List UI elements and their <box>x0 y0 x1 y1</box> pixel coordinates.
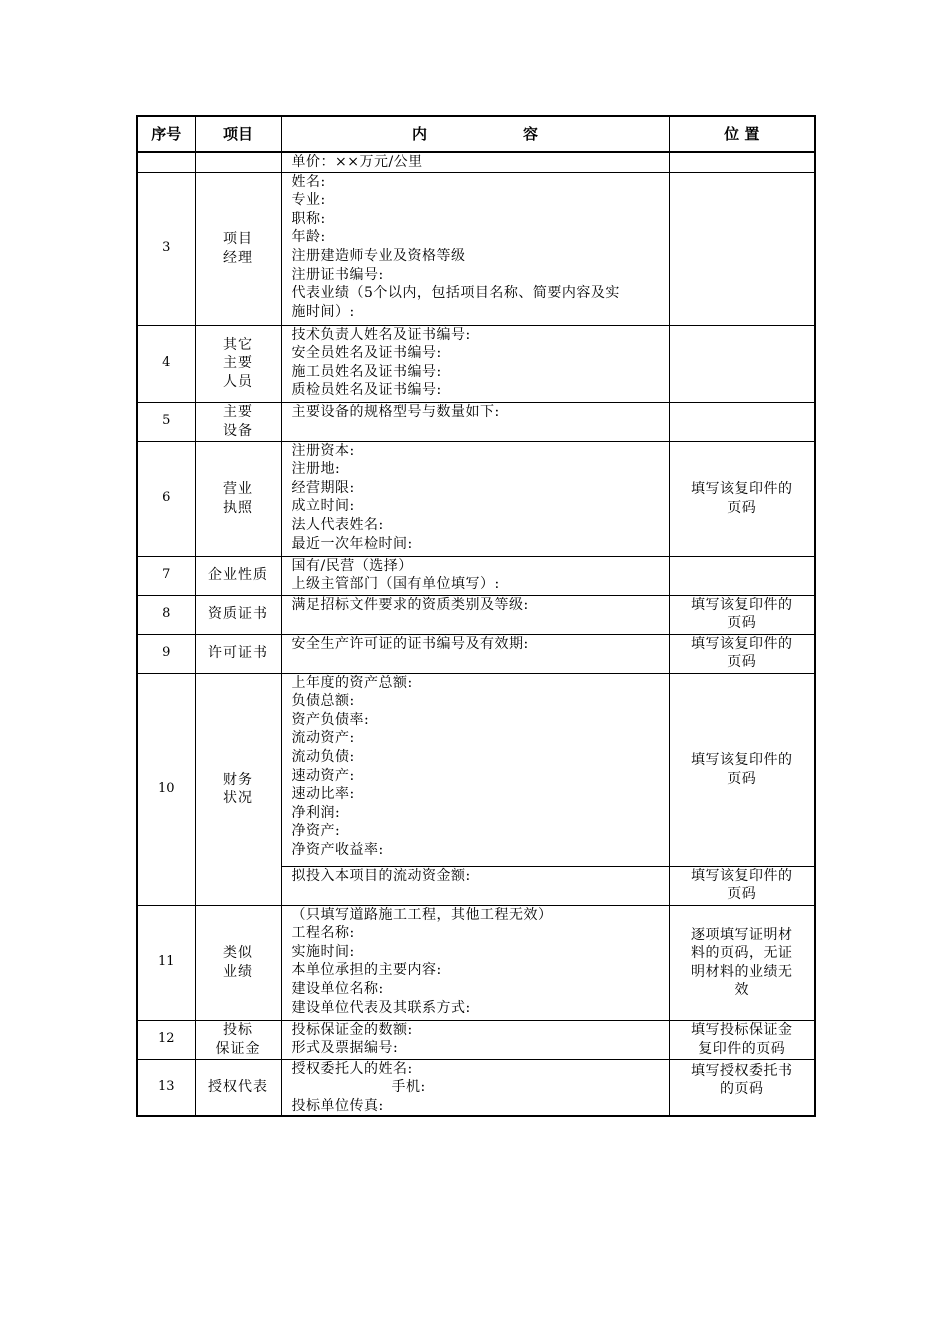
item-line: 主要 <box>223 355 253 372</box>
content-line: 注册证书编号: <box>291 266 384 283</box>
row-position <box>669 1059 815 1116</box>
content-line: 职称: <box>291 210 326 227</box>
row-item <box>195 1020 281 1059</box>
content-line: 主要设备的规格型号与数量如下: <box>291 403 500 420</box>
item-line: 经理 <box>223 249 253 266</box>
content-line: 上年度的资产总额: <box>291 674 413 691</box>
content-line: 上级主管部门（国有单位填写）: <box>291 576 500 593</box>
content-line: 姓名: <box>291 173 326 190</box>
table-row <box>137 905 815 1020</box>
position-line: 逐项填写证明材 <box>691 926 793 943</box>
content-line: 资产负债率: <box>291 711 370 728</box>
position-line: 复印件的页码 <box>698 1040 786 1057</box>
row-content <box>281 673 669 866</box>
row-content <box>281 1020 669 1059</box>
content-line-phone: 手机: <box>391 1079 426 1096</box>
position-line: 页码 <box>727 770 757 787</box>
content-line: 净利润: <box>291 804 341 821</box>
row-position <box>669 152 815 172</box>
row-num: 4 <box>137 325 195 402</box>
row-content <box>281 634 669 673</box>
item-line: 人员 <box>223 373 253 390</box>
content-line: 注册资本: <box>291 442 355 459</box>
content-line: （只填写道路施工工程，其他工程无效） <box>291 906 553 923</box>
row-item <box>195 402 281 441</box>
row-num: 6 <box>137 441 195 556</box>
content-line: 最近一次年检时间: <box>291 535 413 552</box>
item-line: 保证金 <box>215 1040 261 1057</box>
row-num: 7 <box>137 556 195 595</box>
row-position <box>669 402 815 441</box>
item-line: 财务 <box>223 771 253 788</box>
row-item <box>195 325 281 402</box>
row-position <box>669 866 815 905</box>
item-line: 业绩 <box>223 963 253 980</box>
content-line: 质检员姓名及证书编号: <box>291 382 442 399</box>
row-num: 5 <box>137 402 195 441</box>
table-row <box>137 152 815 172</box>
row-content <box>281 556 669 595</box>
item-line: 许可证书 <box>208 645 268 662</box>
content-line: 国有/民营（选择） <box>291 557 413 574</box>
content-line: 单价：××万元/公里 <box>291 154 423 170</box>
row-content <box>281 441 669 556</box>
row-num <box>137 152 195 172</box>
row-position <box>669 1020 815 1059</box>
content-line: 净资产: <box>291 823 341 840</box>
content-line: 负债总额: <box>291 693 355 710</box>
position-line: 料的页码，无证 <box>691 945 793 962</box>
row-item <box>195 595 281 634</box>
item-line: 企业性质 <box>208 567 268 584</box>
row-content <box>281 1059 669 1116</box>
header-item: 项目 <box>195 116 281 152</box>
qualification-table <box>136 115 816 1117</box>
item-line: 状况 <box>223 790 253 807</box>
table-row <box>137 595 815 634</box>
item-line: 类似 <box>223 945 253 961</box>
item-line: 设备 <box>223 422 253 439</box>
position-line: 填写该复印件的 <box>691 481 793 497</box>
row-position <box>669 595 815 634</box>
content-line: 速动资产: <box>291 767 355 784</box>
item-line: 资质证书 <box>208 606 268 623</box>
row-num: 11 <box>137 905 195 1020</box>
table-row <box>137 1020 815 1059</box>
item-line: 主要 <box>223 404 253 420</box>
content-line: 满足招标文件要求的资质类别及等级: <box>291 596 529 613</box>
row-position <box>669 325 815 402</box>
item-line: 授权代表 <box>208 1079 268 1096</box>
content-line: 施工员姓名及证书编号: <box>291 363 442 380</box>
content-line: 技术负责人姓名及证书编号: <box>291 326 471 343</box>
row-item <box>195 441 281 556</box>
content-line: 代表业绩（5个以内，包括项目名称、简要内容及实 <box>291 285 620 302</box>
row-num: 10 <box>137 673 195 905</box>
row-content <box>281 152 669 172</box>
row-num: 9 <box>137 634 195 673</box>
header-position: 位 置 <box>669 116 815 152</box>
content-line: 建设单位代表及其联系方式: <box>291 999 471 1016</box>
content-line: 速动比率: <box>291 786 355 803</box>
content-line: 建设单位名称: <box>291 980 384 997</box>
row-num: 3 <box>137 172 195 325</box>
position-line: 填写该复印件的 <box>691 596 793 613</box>
header-num: 序号 <box>137 116 195 152</box>
position-line: 填写该复印件的 <box>691 752 793 768</box>
header-row <box>137 116 815 152</box>
position-line: 页码 <box>727 654 757 671</box>
content-line: 法人代表姓名: <box>291 516 384 533</box>
table-row <box>137 634 815 673</box>
row-content <box>281 905 669 1020</box>
content-line: 实施时间: <box>291 943 355 960</box>
item-line: 其它 <box>223 336 253 353</box>
content-line: 施时间）: <box>291 303 355 320</box>
row-content <box>281 866 669 905</box>
table-row <box>137 172 815 325</box>
content-line: 投标保证金的数额: <box>291 1021 413 1038</box>
table-row <box>137 673 815 866</box>
row-content <box>281 172 669 325</box>
position-line: 填写该复印件的 <box>691 635 793 652</box>
row-content <box>281 325 669 402</box>
table-row <box>137 402 815 441</box>
header-content-a: 内 <box>411 124 427 143</box>
row-num: 13 <box>137 1059 195 1116</box>
row-position <box>669 441 815 556</box>
item-line: 项目 <box>223 231 253 247</box>
content-line: 拟投入本项目的流动资金额: <box>291 867 471 884</box>
item-line: 营业 <box>223 481 253 497</box>
content-line: 流动资产: <box>291 730 355 747</box>
header-content <box>281 116 669 152</box>
row-item <box>195 673 281 905</box>
row-position <box>669 556 815 595</box>
row-position <box>669 634 815 673</box>
row-item <box>195 556 281 595</box>
content-line: 安全员姓名及证书编号: <box>291 345 442 362</box>
row-content <box>281 402 669 441</box>
header-content-b: 容 <box>523 124 539 143</box>
row-item <box>195 152 281 172</box>
row-position <box>669 673 815 866</box>
content-line: 流动负债: <box>291 748 355 765</box>
position-line: 页码 <box>727 615 757 632</box>
item-line: 执照 <box>223 499 253 516</box>
content-line: 投标单位传真: <box>291 1097 384 1114</box>
content-line: 年龄: <box>291 229 326 246</box>
content-line: 成立时间: <box>291 498 355 515</box>
position-line: 填写该复印件的 <box>691 867 793 884</box>
position-line: 页码 <box>727 886 757 903</box>
row-position <box>669 905 815 1020</box>
row-item <box>195 905 281 1020</box>
table-row <box>137 1059 815 1116</box>
row-item <box>195 634 281 673</box>
content-line: 安全生产许可证的证书编号及有效期: <box>291 635 529 652</box>
item-line: 投标 <box>223 1022 253 1038</box>
position-line: 填写投标保证金 <box>691 1022 793 1038</box>
row-item <box>195 172 281 325</box>
content-line: 专业: <box>291 192 326 209</box>
position-line: 的页码 <box>720 1081 764 1098</box>
table-row <box>137 441 815 556</box>
content-line: 净资产收益率: <box>291 841 384 858</box>
content-line: 工程名称: <box>291 925 355 942</box>
content-line: 注册地: <box>291 461 341 478</box>
table-row <box>137 325 815 402</box>
content-line: 授权委托人的姓名: <box>291 1060 413 1077</box>
position-line: 填写授权委托书 <box>691 1062 793 1079</box>
position-line: 明材料的业绩无 <box>691 963 793 980</box>
position-line: 效 <box>734 982 749 999</box>
position-line: 页码 <box>727 499 757 516</box>
table-row <box>137 556 815 595</box>
row-num: 8 <box>137 595 195 634</box>
content-line: 本单位承担的主要内容: <box>291 962 442 979</box>
content-line: 注册建造师专业及资格等级 <box>291 247 466 264</box>
row-item <box>195 1059 281 1116</box>
row-content <box>281 595 669 634</box>
content-line: 经营期限: <box>291 479 355 496</box>
content-line: 形式及票据编号: <box>291 1040 399 1057</box>
row-position <box>669 172 815 325</box>
row-num: 12 <box>137 1020 195 1059</box>
